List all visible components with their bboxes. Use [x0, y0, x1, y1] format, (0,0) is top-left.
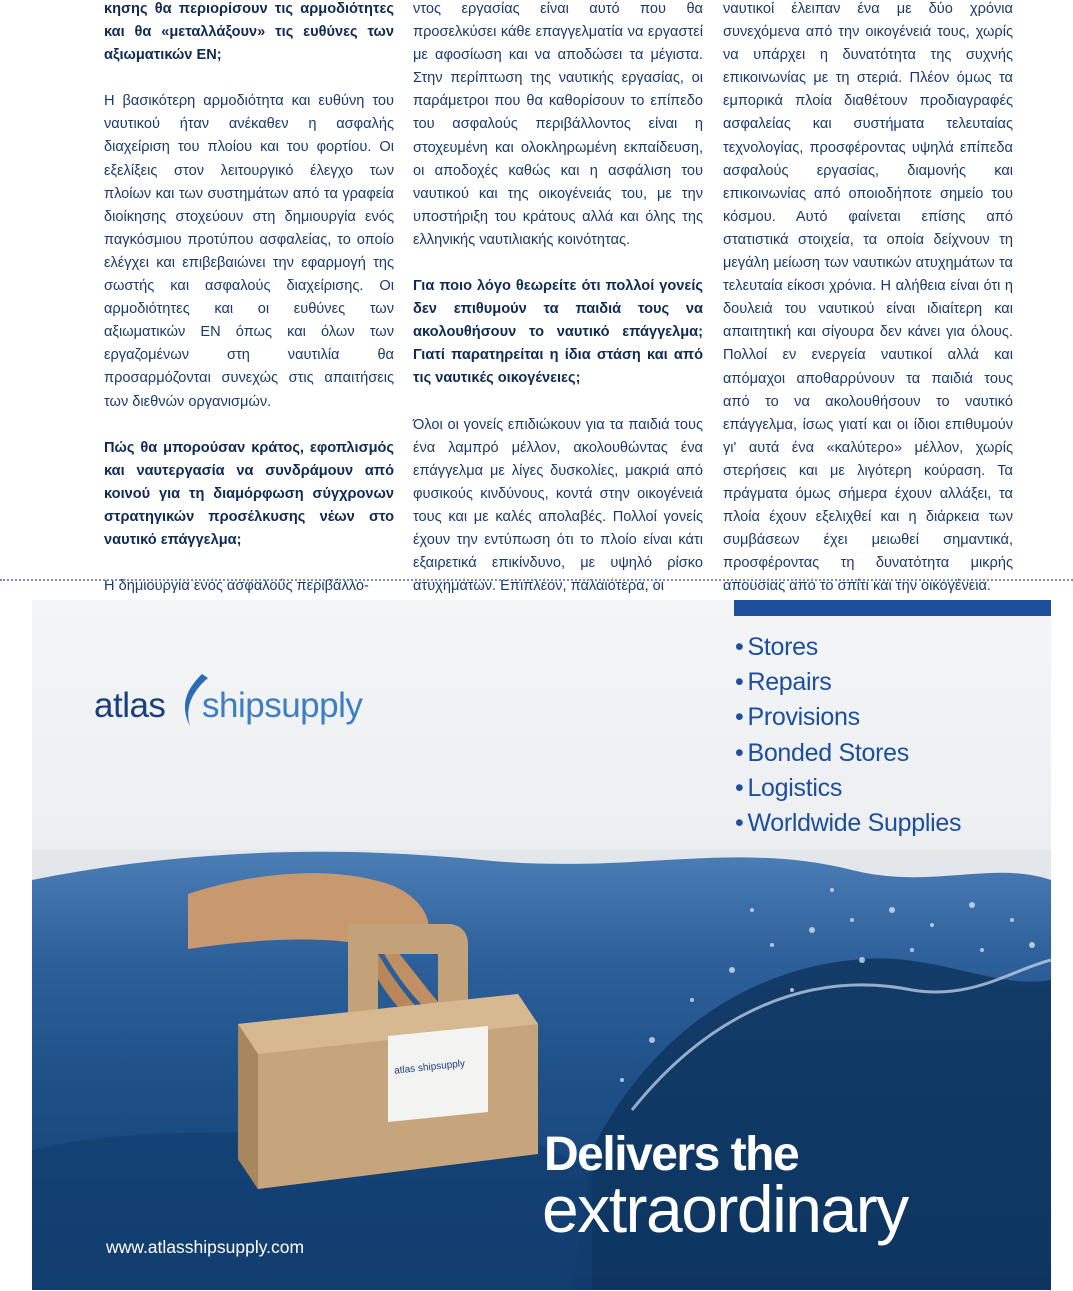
ad-headline-emphasis: extraordinary: [542, 1172, 908, 1246]
article-column-2: [413, 0, 703, 598]
website-url[interactable]: www.atlasshipsupply.com: [106, 1237, 305, 1257]
question-continued: κησης θα περιορίσουν τις αρμοδιότητες και θα «μεταλλάξουν» τις ευθύνες των αξιωματικών ΕΝ;: [104, 1, 394, 64]
logo-word-shipsupply: shipsupply: [202, 686, 363, 725]
service-item: • Stores: [735, 633, 818, 661]
service-item: • Provisions: [735, 703, 860, 732]
answer-paragraph: Η δημιουργία ενός ασφαλούς περιβάλλο-: [104, 578, 369, 595]
dotted-divider: [0, 579, 1073, 581]
logo-word-atlas: atlas: [94, 686, 166, 725]
service-item: • Bonded Stores: [735, 738, 909, 767]
service-item: • Logistics: [735, 773, 843, 802]
delivery-box-image: [188, 854, 568, 1234]
ad-headline: Delivers the: [544, 1128, 799, 1181]
brand-logo: [94, 682, 394, 752]
answer-paragraph: Όλοι οι γονείς επιδιώκουν για τα παιδιά τους ένα λαμπρό μέλλον, ακολουθώντας ένα επάγγελμα με λίγες δυσκολίες, μακριά από φυσικούς κινδύνους, κοντά στην οικογένειά τους και με καλές απολαβές. Πολλοί γονείς έχουν την εντύπωση ότι το πλοίο είναι κάτι εξαιρετικά επικίνδυνο, με υψηλό ρίσκο ατυχημάτων. Επιπλέον, παλαιότερα, οι: [413, 416, 703, 595]
hand-holding-box-illustration: [188, 854, 568, 1239]
box-label: atlas shipsupply: [393, 1058, 466, 1077]
ad-accent-bar: [734, 600, 1051, 616]
answer-paragraph: Η βασικότερη αρμοδιότητα και ευθύνη του ναυτικού ήταν ανέκαθεν η ασφαλής διαχείριση του πλοίου και του φορτίου. Οι εξελίξεις στον λειτουργικό έλεγχο των πλοίων και των συστημάτων από τα γραφεία διοίκησης στοχεύουν στη δημιουργία ενός παγκόσμιου προτύπου ασφαλείας, το οποίο ελέγχει και επιβεβαιώνει την εφαρμογή της σωστής και ασφαλούς διαχείρισης. Οι αρμοδιότητες και οι ευθύνες των αξιωματικών ΕΝ όπως και όλων των εργαζομένων στη ναυτιλία θα προσαρμόζονται συνεχώς στις απαιτήσεις των διεθνών οργανισμών.: [104, 93, 394, 410]
article-column-3: [723, 0, 1013, 598]
service-item: • Worldwide Supplies: [735, 809, 962, 838]
services-list: [735, 630, 961, 841]
answer-paragraph: ναυτικοί έλειπαν ένα με δύο χρόνια συνεχόμενα από την οικογένειά τους, χωρίς να υπάρχει η δυνατότητα της συχνής επικοινωνίας με τη στεριά. Πλέον όμως τα εμπορικά πλοία διαθέτουν προδιαγραφές ασφαλείας και συστήματα τελευταίας τεχνολογίας, προσφέροντας υψηλά επίπεδα ασφαλούς εργασίας, διαμονής και επικοινωνίας από οποιοδήποτε σημείο του κόσμου. Αυτό φαίνεται επίσης από στατιστικά στοιχεία, τα οποία δείχνουν τη μεγάλη μείωση των ναυτικών ατυχημάτων τα τελευταία είκοσι χρόνια. Η αλήθεια είναι ότι η δουλειά του ναυτικού είναι ιδιαίτερη και απαιτητική και σίγουρα δεν κάνει για όλους. Πολλοί εν ενεργεία ναυτικοί αλλά και απόμαχοι αποθαρρύνουν τα παιδιά τους από το να ακολουθήσουν το ναυτικό επάγγελμα, ίσως γιατί και οι ίδιοι επιθυμούν γι' αυτά ένα «καλύτερο» μέλλον, χωρίς στερήσεις και με λιγότερη κούραση. Τα πράγματα όμως σήμερα έχουν αλλάξει, τα πλοία έχουν εξελιχθεί και η διάρκεια των συμβάσεων έχει μειωθεί σημαντικά, προσφέροντας τη δυνατότητα μικρής απουσίας από το σπίτι και την οικογένεια.: [723, 1, 1013, 595]
answer-paragraph: ντος εργασίας είναι αυτό που θα προσελκύσει κάθε επαγγελματία να εργαστεί με αφοσίωση και να αποδώσει τα μέγιστα. Στην περίπτωση της ναυτικής εργασίας, οι παράμετροι που θα καθορίσουν το επίπεδο του ασφαλούς περιβάλλοντος είναι η στοχευμένη και ολοκληρωμένη εκπαίδευση, οι αποδοχές καθώς και η ασφάλιση του ναυτικού και της οικογένειάς του, με την υποστήριξη του κράτους αλλά και όλης της ελληνικής ναυτιλιακής κοινότητας.: [413, 1, 703, 248]
question-heading: Πώς θα μπορούσαν κράτος, εφοπλισμός και ναυτεργασία να συνδράμουν από κοινού για τη διαμόρφωση σύγχρονων στρατηγικών προσέλκυσης νέων στο ναυτικό επάγγελμα;: [104, 439, 394, 548]
advertisement-atlas-shipsupply: [32, 600, 1051, 1290]
article-column-1: [104, 0, 394, 598]
question-heading: Για ποιο λόγο θεωρείτε ότι πολλοί γονείς δεν επιθυμούν τα παιδιά τους να ακολουθήσουν το ναυτικό επάγγελμα; Γιατί παρατηρείται η ίδια στάση και από τις ναυτικές οικογένειες;: [413, 278, 703, 387]
service-item: • Repairs: [735, 668, 832, 697]
